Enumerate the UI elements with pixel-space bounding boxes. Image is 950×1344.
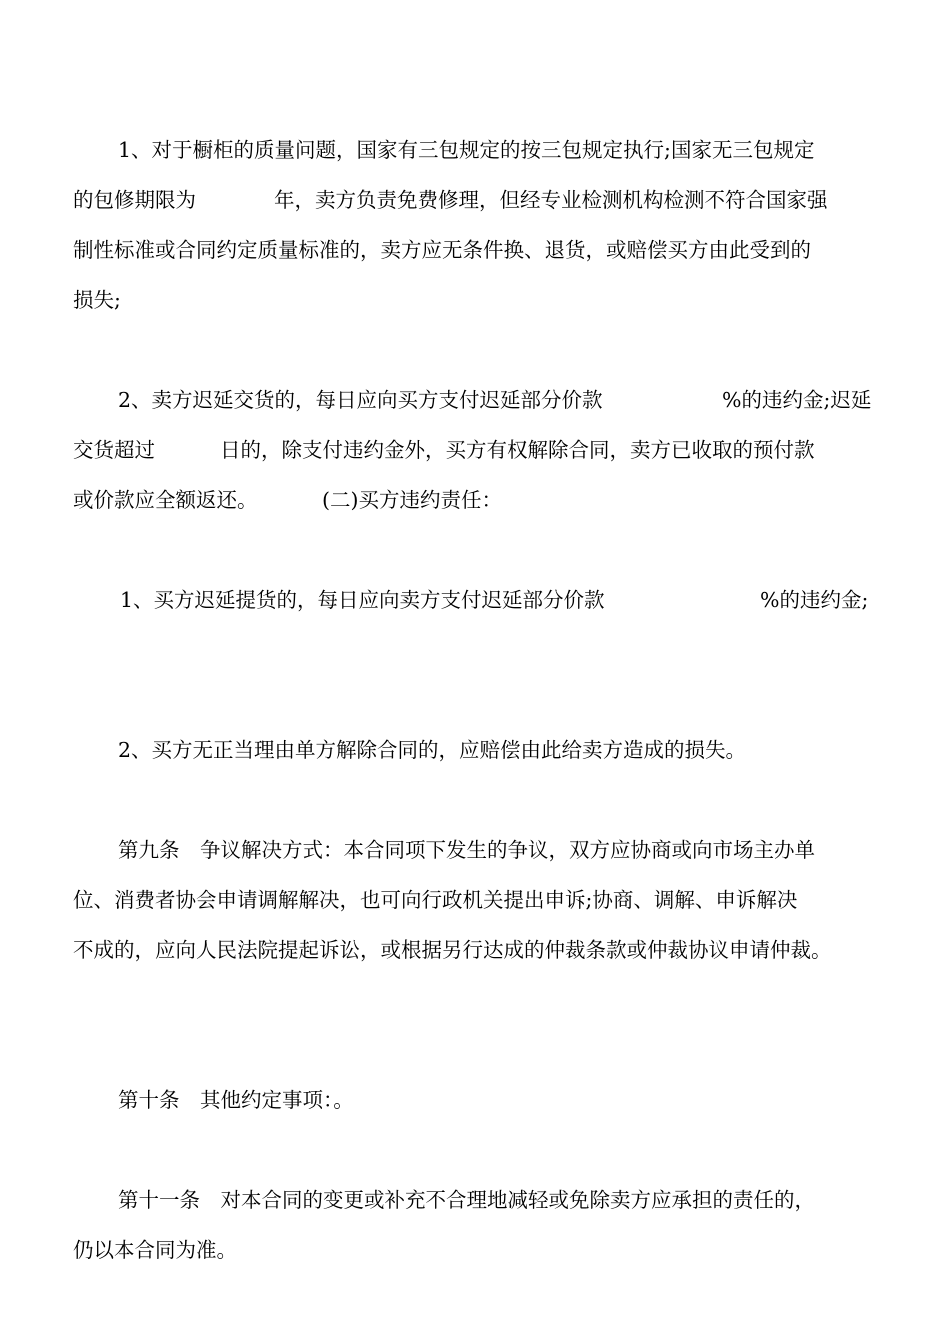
article11-line1: 第十一条 对本合同的变更或补充不合理地减轻或免除卖方应承担的责任的， bbox=[118, 1188, 815, 1212]
para1-line2-end: 年，卖方负责免费修理，但经专业检测机构检测不符合国家强 bbox=[274, 188, 828, 212]
para3-line1-start: 1、买方迟延提货的，每日应向卖方支付迟延部分价款 bbox=[120, 588, 605, 612]
para2-line2-start: 交货超过 bbox=[73, 438, 155, 462]
buyer-liability-heading: (二)买方违约责任： bbox=[322, 488, 502, 512]
para1-line4: 损失; bbox=[73, 288, 121, 312]
para1-line3: 制性标准或合同约定质量标准的，卖方应无条件换、退货，或赔偿买方由此受到的 bbox=[73, 238, 811, 262]
para2-line1-start: 2、卖方迟延交货的，每日应向买方支付迟延部分价款 bbox=[118, 388, 603, 412]
para3-line1-end: %的违约金; bbox=[760, 588, 869, 612]
para1-line2-start: 的包修期限为 bbox=[73, 188, 196, 212]
para2-line3-start: 或价款应全额返还。 bbox=[73, 488, 258, 512]
article9-line2: 位、消费者协会申请调解解决，也可向行政机关提出申诉;协商、调解、申诉解决 bbox=[73, 888, 798, 912]
article11-line2: 仍以本合同为准。 bbox=[73, 1238, 237, 1262]
para1-line1: 1、对于橱柜的质量问题，国家有三包规定的按三包规定执行;国家无三包规定 bbox=[118, 138, 815, 162]
article9-line3: 不成的，应向人民法院提起诉讼，或根据另行达成的仲裁条款或仲裁协议申请仲裁。 bbox=[73, 938, 832, 962]
para4-line1: 2、买方无正当理由单方解除合同的，应赔偿由此给卖方造成的损失。 bbox=[118, 738, 747, 762]
article10-line1: 第十条 其他约定事项：。 bbox=[118, 1088, 354, 1112]
para2-line1-end: %的违约金;迟延 bbox=[722, 388, 872, 412]
article9-line1: 第九条 争议解决方式：本合同项下发生的争议，双方应协商或向市场主办单 bbox=[118, 838, 815, 862]
para2-line2-end: 日的，除支付违约金外，买方有权解除合同，卖方已收取的预付款 bbox=[220, 438, 815, 462]
